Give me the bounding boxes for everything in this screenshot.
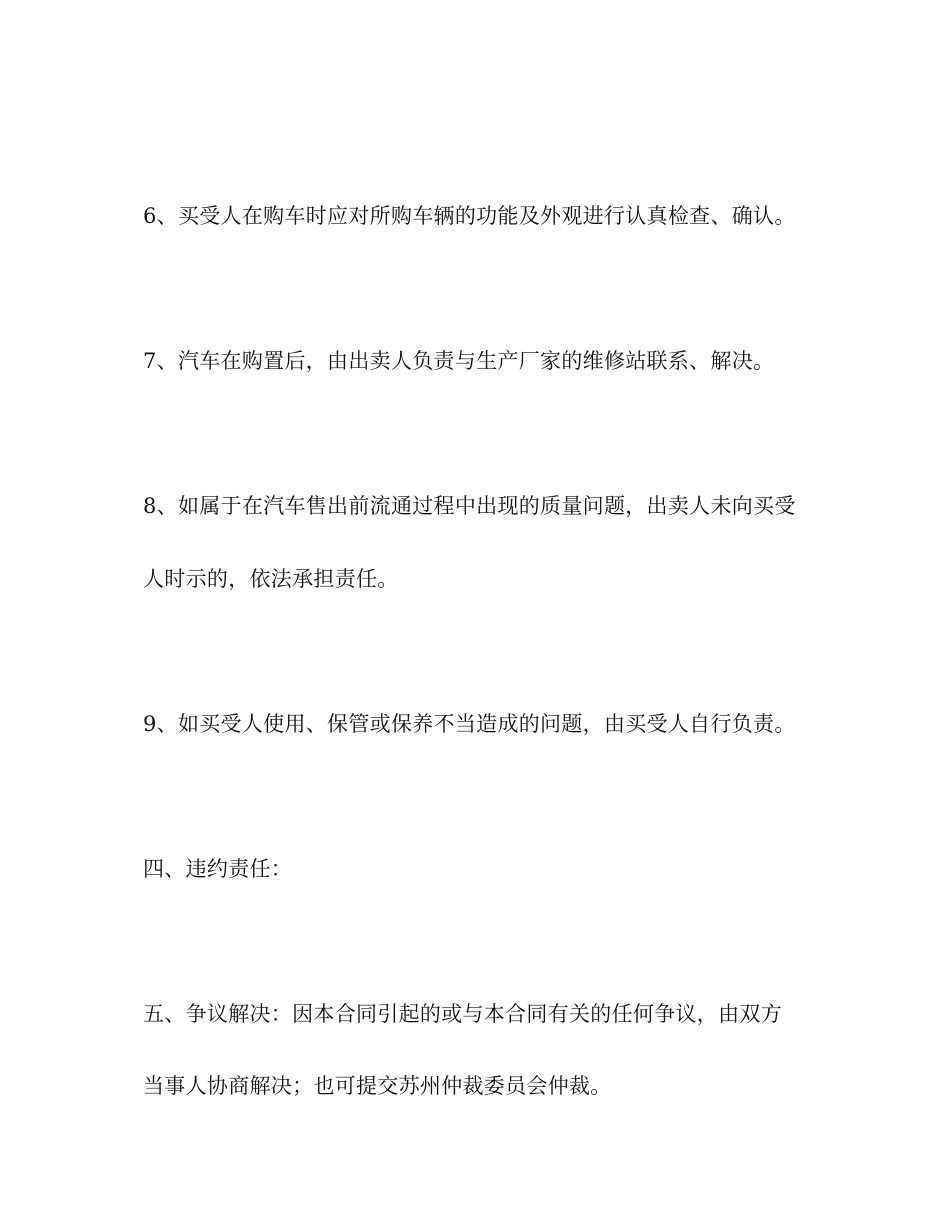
clause-8-text-line-2: 人时示的，依法承担责任。 bbox=[143, 567, 399, 591]
clause-9-text: 9、如买受人使用、保管或保养不当造成的问题，由买受人自行负责。 bbox=[143, 712, 796, 736]
clause-7-text: 7、汽车在购置后，由出卖人负责与生产厂家的维修站联系、解决。 bbox=[143, 349, 775, 373]
section-5-text-line-1: 五、争议解决：因本合同引起的或与本合同有关的任何争议，由双方 bbox=[143, 1002, 782, 1026]
section-5-text-line-2: 当事人协商解决；也可提交苏州仲裁委员会仲裁。 bbox=[143, 1074, 612, 1098]
clause-6-text: 6、买受人在购车时应对所购车辆的功能及外观进行认真检查、确认。 bbox=[143, 204, 796, 228]
clause-8-text-line-1: 8、如属于在汽车售出前流通过程中出现的质量问题，出卖人未向买受 bbox=[143, 494, 796, 518]
section-4-heading: 四、违约责任： bbox=[143, 857, 293, 881]
